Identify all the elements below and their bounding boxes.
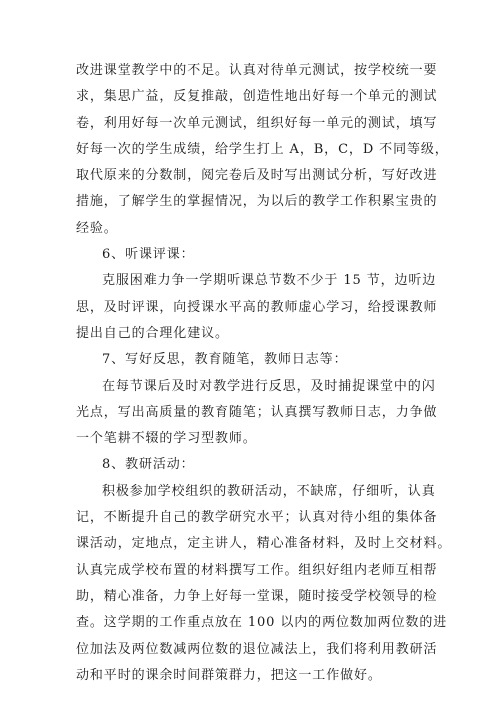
text-line: 提出自己的合理化建议。 [76,325,229,341]
text-line: 改进课堂教学中的不足。认真对待单元测试，按学校统一要 [76,63,438,78]
text-line: 认真完成学校布置的材料撰写工作。组织好组内老师互相帮 [76,562,438,578]
text-line: 经验。 [76,220,118,236]
text-line: 在每节课后及时对教学进行反思，及时捕捉课堂中的闪 [102,378,436,394]
text-line: 课活动，定地点，定主讲人，精心准备材料，及时上交材料。 [76,536,452,552]
text-line: 一个笔耕不辍的学习型教师。 [76,431,257,447]
text-line: 查。这学期的工作重点放在 100 以内的两位数加两位数的进 [76,615,448,631]
text-line: 好每一次的学生成绩，给学生打上 A，B，C，D 不同等级， [76,141,449,157]
text-line: 取代原来的分数制，阅完卷后及时写出测试分析，写好改进 [76,168,438,184]
text-line: 求，集思广益，反复推敲，创造性地出好每一个单元的测试 [76,89,438,105]
text-line: 动和平时的课余时间群策群力，把这一工作做好。 [76,667,382,683]
text-line: 思，及时评课，向授课水平高的教师虚心学习，给授课教师 [76,299,438,315]
text-line: 光点，写出高质量的教育随笔；认真撰写教师日志，力争做 [76,404,438,420]
text-line: 8、教研活动： [102,457,195,473]
text-line: 卷，利用好每一次单元测试，组织好每一单元的测试，填写 [76,115,438,131]
text-line: 措施，了解学生的掌握情况，为以后的教学工作积累宝贵的 [76,194,438,210]
text-line: 位加法及两位数减两位数的退位减法上，我们将利用教研活 [76,641,438,657]
text-line: 助，精心准备，力争上好每一堂课，随时接受学校领导的检 [76,588,438,604]
document-body [76,58,452,689]
text-line: 克服困难力争一学期听课总节数不少于 15 节，边听边 [102,273,437,289]
text-line: 记，不断提升自己的教学研究水平；认真对待小组的集体备 [76,510,438,526]
text-line: 6、听课评课： [102,247,195,263]
text-line: 7、写好反思，教育随笔，教师日志等： [102,352,348,368]
text-line: 积极参加学校组织的教研活动，不缺席，仔细听，认真 [102,483,436,499]
